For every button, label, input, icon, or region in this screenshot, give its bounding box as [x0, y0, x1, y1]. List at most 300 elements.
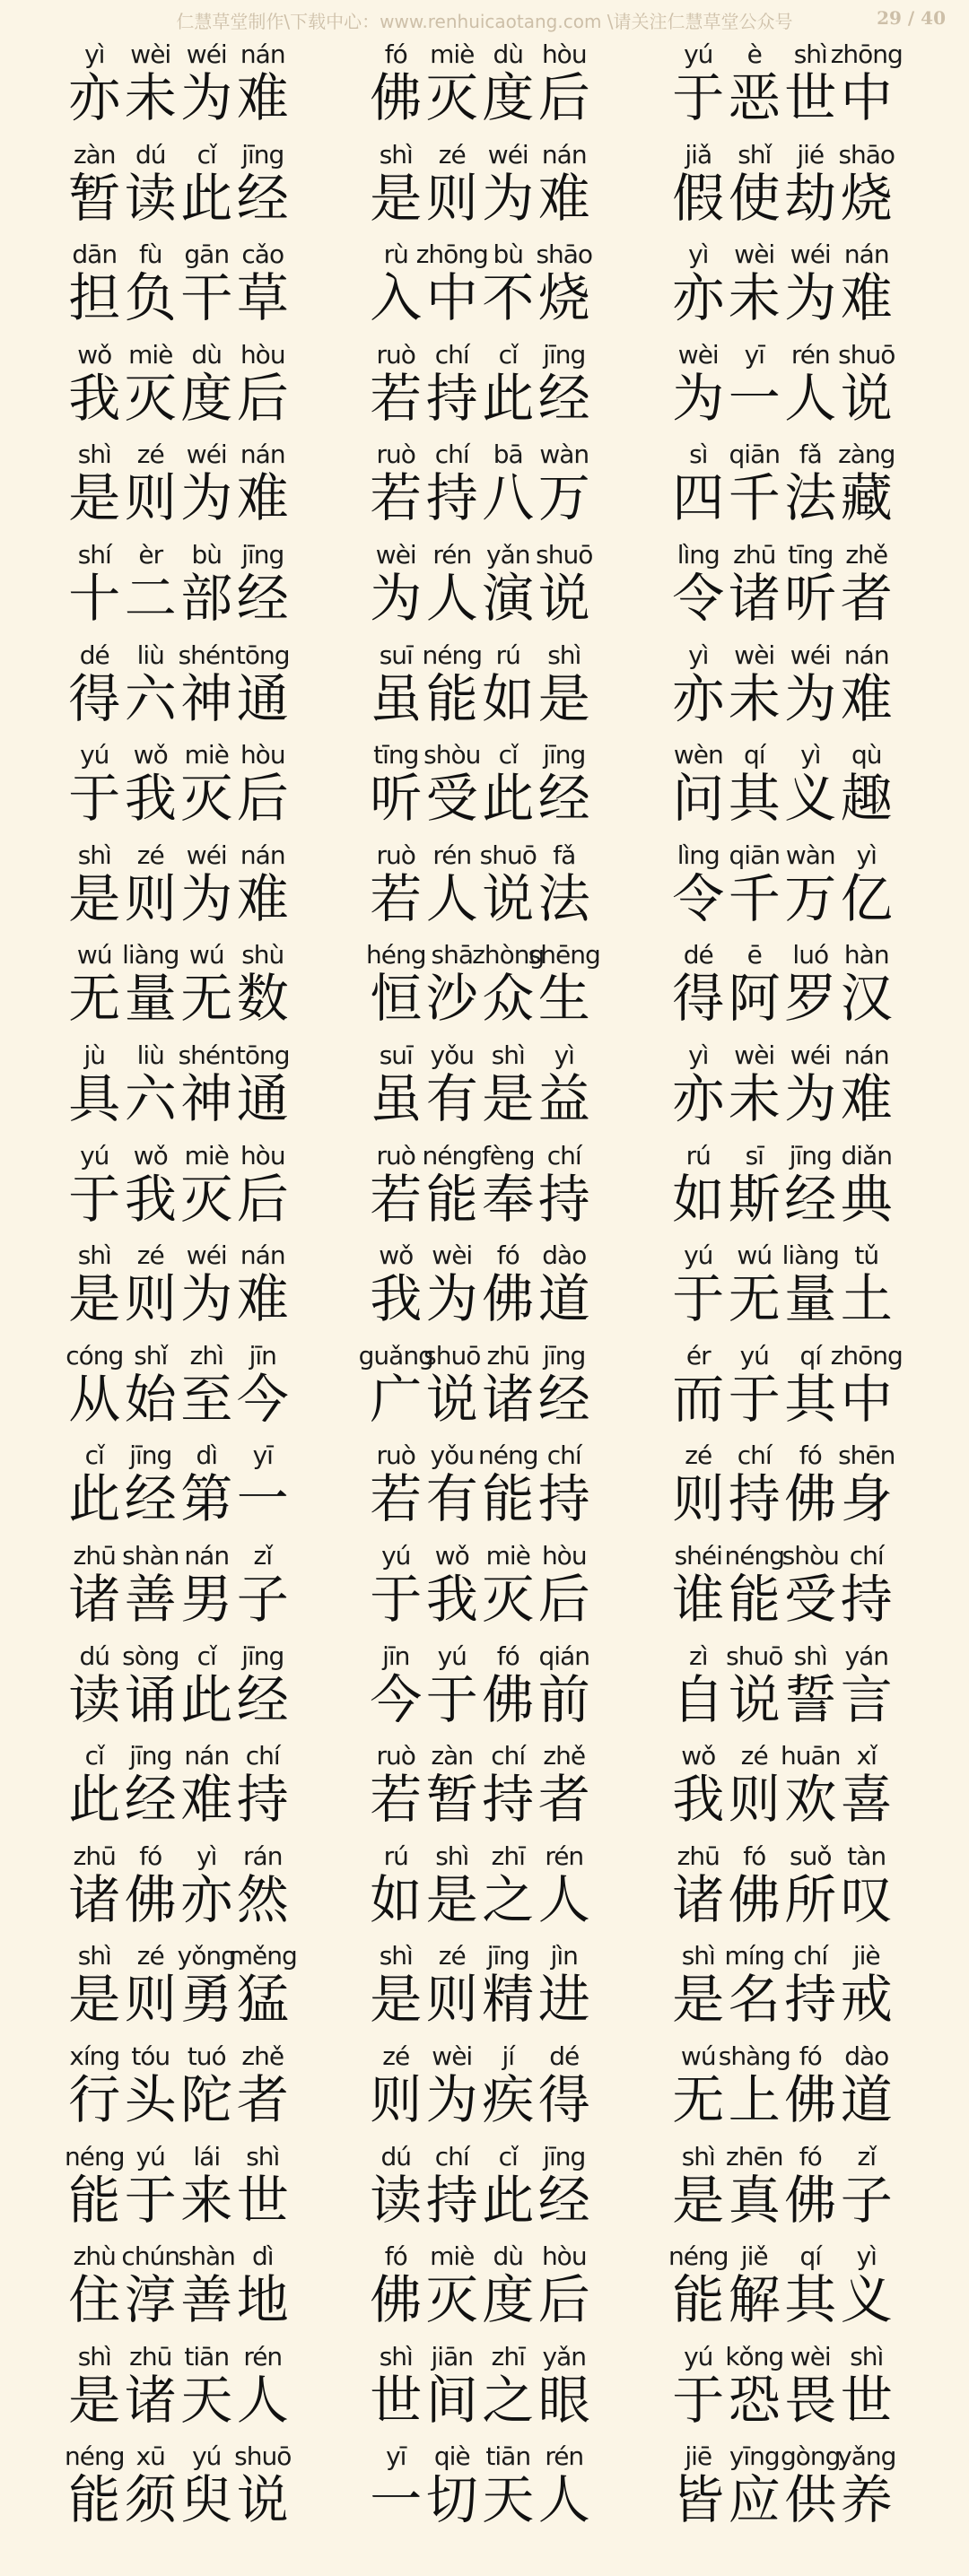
hanzi-character: 猛: [236, 1969, 289, 2031]
pinyin-syllable: jiǎ: [685, 139, 712, 170]
hanzi-character: 是: [370, 1969, 423, 2031]
verse-phrase: [670, 2138, 895, 2239]
pinyin-syllable: néng: [65, 2141, 125, 2171]
verse-phrase: [66, 2438, 291, 2538]
hanzi-character: 是: [68, 1268, 121, 1330]
verse-phrase: [368, 1437, 592, 1537]
pinyin-syllable: wǒ: [681, 1741, 716, 1771]
hanzi-character: 阿: [728, 968, 781, 1030]
hanzi-character: 供: [784, 2469, 837, 2531]
hanzi-character: 入: [370, 267, 423, 329]
hanzi-character: 者: [840, 568, 893, 629]
pinyin-syllable: shì: [77, 439, 111, 470]
hanzi-character: 六: [124, 1068, 177, 1129]
hanzi-character: 切: [425, 2469, 478, 2531]
hanzi-character: 义: [840, 2269, 893, 2331]
verse-row: [0, 436, 969, 536]
hanzi-character: 从: [68, 1368, 121, 1430]
pinyin-syllable: yì: [688, 640, 709, 670]
hanzi-character: 如: [482, 667, 535, 729]
pinyin-syllable: zhì: [189, 1340, 223, 1371]
hanzi-character: 人: [537, 2469, 590, 2531]
hanzi-character: 持: [425, 2169, 478, 2231]
pinyin-syllable: shàn: [178, 2241, 235, 2272]
pinyin-syllable: ē: [746, 940, 762, 970]
hanzi-character: 于: [672, 2369, 725, 2431]
hanzi-character: 世: [840, 2369, 893, 2431]
verse-phrase: [670, 736, 895, 837]
hanzi-character: 经: [537, 768, 590, 830]
pinyin-syllable: huān: [781, 1741, 841, 1771]
verse-phrase: [66, 1537, 291, 1638]
verse-phrase: [670, 1237, 895, 1337]
hanzi-character: 子: [236, 1569, 289, 1630]
pinyin-syllable: nán: [184, 1541, 230, 1571]
hanzi-character: 持: [537, 1168, 590, 1230]
character-cell: [839, 736, 895, 837]
hanzi-character: 受: [784, 1569, 837, 1630]
pinyin-syllable: dào: [542, 1240, 587, 1271]
hanzi-character: 未: [728, 667, 781, 729]
hanzi-character: 佛: [482, 1268, 535, 1330]
hanzi-character: 烧: [840, 167, 893, 229]
pinyin-syllable: fó: [799, 2141, 822, 2171]
pinyin-syllable: shàn: [122, 1541, 179, 1571]
hanzi-character: 诸: [728, 568, 781, 629]
pinyin-syllable: fó: [496, 1240, 519, 1271]
pinyin-syllable: yǒng: [177, 1941, 236, 1971]
pinyin-syllable: zhě: [241, 2041, 284, 2071]
verse-phrase: [670, 1037, 895, 1137]
page-number: 29 / 40: [877, 7, 946, 29]
pinyin-syllable: yī: [744, 339, 764, 370]
verse-phrase: [670, 1337, 903, 1438]
character-cell: [537, 2038, 593, 2138]
hanzi-character: 人: [784, 367, 837, 429]
hanzi-character: 于: [68, 1168, 121, 1230]
pinyin-syllable: shì: [77, 840, 111, 870]
hanzi-character: 亦: [68, 67, 121, 128]
pinyin-syllable: shì: [77, 1240, 111, 1271]
character-cell: [235, 336, 292, 437]
pinyin-syllable: néng: [422, 1140, 482, 1171]
pinyin-syllable: wǒ: [133, 740, 168, 770]
pinyin-syllable: è: [746, 39, 762, 69]
hanzi-character: 须: [124, 2469, 177, 2531]
pinyin-syllable: cǎo: [241, 239, 284, 270]
pinyin-syllable: shì: [681, 2141, 715, 2171]
character-cell: [537, 1037, 593, 1137]
pinyin-syllable: cǐ: [196, 1640, 216, 1671]
verse-phrase: [670, 436, 895, 536]
character-cell: [235, 2238, 292, 2338]
hanzi-character: 则: [370, 2069, 423, 2130]
hanzi-character: 谁: [672, 1569, 725, 1630]
pinyin-syllable: suǒ: [790, 1841, 832, 1871]
hanzi-character: 持: [425, 367, 478, 429]
pinyin-syllable: yǎn: [542, 2341, 586, 2371]
verse-phrase: [66, 236, 291, 336]
verse-phrase: [368, 2338, 592, 2439]
hanzi-character: 住: [68, 2269, 121, 2331]
pinyin-syllable: cǐ: [498, 740, 518, 770]
hanzi-character: 佛: [482, 1668, 535, 1730]
pinyin-syllable: yǎn: [486, 540, 530, 570]
pinyin-syllable: dān: [72, 239, 118, 270]
pinyin-syllable: jí: [502, 2041, 515, 2071]
hanzi-character: 叹: [840, 1868, 893, 1930]
pinyin-syllable: néng: [478, 1440, 538, 1471]
pinyin-syllable: lái: [193, 2141, 221, 2171]
character-cell: [839, 1237, 895, 1337]
pinyin-syllable: néng: [724, 1541, 784, 1571]
pinyin-syllable: zhū: [733, 540, 776, 570]
pinyin-syllable: ruò: [376, 339, 415, 370]
pinyin-syllable: fó: [743, 1841, 766, 1871]
hanzi-character: 数: [236, 968, 289, 1030]
pinyin-syllable: wèi: [432, 2041, 473, 2071]
pinyin-syllable: yì: [800, 740, 821, 770]
hanzi-character: 亦: [672, 1068, 725, 1129]
verse-row: [0, 637, 969, 737]
pinyin-syllable: wéi: [790, 239, 831, 270]
pinyin-syllable: jiān: [431, 2341, 473, 2371]
verse-row: [0, 1437, 969, 1537]
pinyin-syllable: èr: [138, 540, 163, 570]
pinyin-syllable: lìng: [677, 840, 720, 870]
hanzi-character: 难: [180, 1769, 233, 1831]
pinyin-syllable: zǐ: [857, 2141, 876, 2171]
verse-phrase: [66, 1737, 291, 1838]
pinyin-syllable: jīng: [241, 1640, 284, 1671]
character-cell: [839, 1437, 895, 1537]
verse-phrase: [368, 1937, 592, 2038]
hanzi-character: 八: [482, 467, 535, 529]
pinyin-syllable: yī: [386, 2441, 406, 2472]
pinyin-syllable: zhū: [486, 1340, 529, 1371]
hanzi-character: 经: [236, 568, 289, 629]
hanzi-character: 神: [180, 1068, 233, 1129]
hanzi-character: 此: [482, 367, 535, 429]
verse-phrase: [66, 1937, 297, 2038]
hanzi-character: 持: [537, 1468, 590, 1530]
verse-phrase: [66, 136, 291, 237]
hanzi-character: 是: [68, 467, 121, 529]
verse-row: [0, 2038, 969, 2138]
character-cell: [839, 136, 895, 237]
pinyin-syllable: jīn: [249, 1340, 276, 1371]
hanzi-character: 诸: [68, 1569, 121, 1630]
pinyin-syllable: qí: [799, 2241, 822, 2272]
hanzi-character: 假: [672, 167, 725, 229]
pinyin-syllable: yì: [554, 1040, 574, 1070]
pinyin-syllable: zhòng: [472, 940, 545, 970]
character-cell: [839, 2338, 895, 2439]
pinyin-syllable: gòng: [781, 2441, 841, 2472]
hanzi-character: 为: [784, 667, 837, 729]
hanzi-character: 具: [68, 1068, 121, 1129]
hanzi-character: 万: [537, 467, 590, 529]
pinyin-syllable: zhēn: [726, 2141, 783, 2171]
character-cell: [537, 1937, 593, 2038]
hanzi-character: 读: [370, 2169, 423, 2231]
hanzi-character: 得: [672, 968, 725, 1030]
hanzi-character: 负: [124, 267, 177, 329]
pinyin-syllable: nán: [240, 39, 285, 69]
hanzi-character: 草: [236, 267, 289, 329]
pinyin-syllable: shuō: [838, 339, 895, 370]
verse-phrase: [368, 637, 592, 737]
hanzi-character: 诸: [124, 2369, 177, 2431]
character-cell: [537, 236, 593, 336]
hanzi-character: 灭: [124, 367, 177, 429]
character-cell: [839, 837, 895, 937]
pinyin-syllable: chí: [793, 1941, 828, 1971]
hanzi-character: 读: [124, 167, 177, 229]
hanzi-character: 难: [236, 467, 289, 529]
verse-row: [0, 1638, 969, 1738]
pinyin-syllable: wèi: [677, 339, 719, 370]
character-cell: [537, 837, 593, 937]
pinyin-syllable: luó: [792, 940, 829, 970]
pinyin-syllable: miè: [430, 39, 475, 69]
pinyin-syllable: yì: [856, 840, 877, 870]
hanzi-character: 则: [124, 1268, 177, 1330]
hanzi-character: 诸: [672, 1868, 725, 1930]
pinyin-syllable: zhōng: [415, 239, 488, 270]
hanzi-character: 我: [124, 1168, 177, 1230]
hanzi-character: 是: [68, 1969, 121, 2031]
hanzi-character: 持: [840, 1569, 893, 1630]
pinyin-syllable: dé: [549, 2041, 580, 2071]
hanzi-character: 持: [784, 1969, 837, 2031]
hanzi-character: 养: [840, 2469, 893, 2531]
pinyin-syllable: chí: [434, 2141, 469, 2171]
pinyin-syllable: ruò: [376, 1140, 415, 1171]
hanzi-character: 量: [784, 1268, 837, 1330]
pinyin-syllable: yú: [135, 2141, 165, 2171]
pinyin-syllable: zhě: [845, 540, 888, 570]
pinyin-syllable: rú: [495, 640, 520, 670]
pinyin-syllable: chún: [121, 2241, 180, 2272]
hanzi-character: 后: [537, 67, 590, 128]
verse-phrase: [66, 36, 291, 136]
pinyin-syllable: chí: [849, 1541, 884, 1571]
pinyin-syllable: zhū: [73, 1841, 116, 1871]
hanzi-character: 未: [728, 1068, 781, 1129]
verse-phrase: [66, 1137, 291, 1238]
character-cell: [830, 36, 903, 136]
pinyin-syllable: shā: [431, 940, 473, 970]
hanzi-character: 喜: [840, 1769, 893, 1831]
pinyin-syllable: shuō: [726, 1640, 783, 1671]
hanzi-character: 虽: [370, 1068, 423, 1129]
hanzi-character: 通: [236, 667, 289, 729]
character-cell: [228, 1937, 297, 2038]
hanzi-character: 行: [68, 2069, 121, 2130]
hanzi-character: 一: [236, 1468, 289, 1530]
verse-phrase: [368, 2038, 592, 2138]
verse-phrase: [368, 1537, 592, 1638]
hanzi-character: 为: [672, 367, 725, 429]
hanzi-character: 有: [425, 1468, 478, 1530]
pinyin-syllable: chí: [434, 339, 469, 370]
character-cell: [839, 536, 895, 637]
pinyin-syllable: cóng: [65, 1340, 124, 1371]
hanzi-character: 广: [370, 1368, 423, 1430]
pinyin-syllable: yán: [844, 1640, 888, 1671]
pinyin-syllable: zhě: [543, 1741, 586, 1771]
verse-row: [0, 136, 969, 237]
pinyin-syllable: shāo: [838, 139, 895, 170]
hanzi-character: 虽: [370, 667, 423, 729]
pinyin-syllable: zhōng: [830, 1340, 903, 1371]
character-cell: [235, 2338, 292, 2439]
verse-phrase: [670, 1537, 895, 1638]
hanzi-character: 量: [124, 968, 177, 1030]
hanzi-character: 亦: [672, 667, 725, 729]
hanzi-character: 佛: [784, 2069, 837, 2130]
verse-phrase: [368, 1737, 592, 1838]
pinyin-syllable: zì: [689, 1640, 708, 1671]
pinyin-syllable: yì: [688, 1040, 709, 1070]
pinyin-syllable: bù: [493, 239, 524, 270]
pinyin-syllable: zé: [136, 1941, 164, 1971]
verse-phrase: [670, 1137, 895, 1238]
hanzi-character: 为: [425, 2069, 478, 2130]
verse-row: [0, 1237, 969, 1337]
pinyin-syllable: fó: [139, 1841, 162, 1871]
pinyin-syllable: miè: [128, 339, 173, 370]
hanzi-character: 而: [672, 1368, 725, 1430]
hanzi-character: 于: [68, 768, 121, 830]
verse-phrase: [670, 336, 895, 437]
character-cell: [537, 1337, 593, 1438]
hanzi-character: 难: [537, 167, 590, 229]
verse-phrase: [670, 536, 895, 637]
hanzi-character: 所: [784, 1868, 837, 1930]
hanzi-character: 誓: [784, 1668, 837, 1730]
hanzi-character: 烧: [537, 267, 590, 329]
character-cell: [537, 536, 593, 637]
pinyin-syllable: dì: [196, 1440, 218, 1471]
pinyin-syllable: shāo: [536, 239, 593, 270]
pinyin-syllable: nán: [240, 1240, 285, 1271]
pinyin-syllable: yú: [684, 1240, 713, 1271]
pinyin-syllable: wǒ: [133, 1140, 168, 1171]
hanzi-character: 则: [728, 1769, 781, 1831]
hanzi-character: 能: [425, 1168, 478, 1230]
hanzi-character: 戒: [840, 1969, 893, 2031]
pinyin-syllable: yī: [252, 1440, 273, 1471]
character-cell: [537, 336, 593, 437]
pinyin-syllable: zhù: [73, 2241, 116, 2272]
pinyin-syllable: hòu: [541, 2241, 587, 2272]
hanzi-character: 世: [370, 2369, 423, 2431]
hanzi-character: 四: [672, 467, 725, 529]
pinyin-syllable: hòu: [541, 1541, 587, 1571]
character-cell: [537, 1638, 593, 1738]
pinyin-syllable: jiè: [852, 1941, 880, 1971]
pinyin-syllable: zé: [438, 139, 466, 170]
hanzi-character: 是: [672, 1969, 725, 2031]
hanzi-character: 为: [180, 67, 233, 128]
hanzi-character: 无: [180, 968, 233, 1030]
character-cell: [537, 637, 593, 737]
hanzi-character: 始: [124, 1368, 177, 1430]
hanzi-character: 臾: [180, 2469, 233, 2531]
hanzi-character: 亦: [672, 267, 725, 329]
verse-row: [0, 36, 969, 136]
pinyin-syllable: liàng: [781, 1240, 839, 1271]
hanzi-character: 若: [370, 467, 423, 529]
hanzi-character: 劫: [784, 167, 837, 229]
hanzi-character: 是: [68, 2369, 121, 2431]
pinyin-syllable: jù: [83, 1040, 106, 1070]
pinyin-syllable: kǒng: [725, 2341, 784, 2371]
pinyin-syllable: yú: [80, 740, 109, 770]
hanzi-character: 天: [180, 2369, 233, 2431]
hanzi-character: 此: [482, 768, 535, 830]
hanzi-character: 眼: [537, 2369, 590, 2431]
pinyin-syllable: yīng: [729, 2441, 780, 2472]
verse-phrase: [670, 2338, 895, 2439]
hanzi-character: 十: [68, 568, 121, 629]
pinyin-syllable: fǎ: [553, 840, 576, 870]
pinyin-syllable: diǎn: [841, 1140, 892, 1171]
pinyin-syllable: jīng: [543, 339, 586, 370]
pinyin-syllable: suī: [379, 640, 413, 670]
hanzi-character: 度: [180, 367, 233, 429]
hanzi-character: 持: [482, 1769, 535, 1831]
pinyin-syllable: yǒu: [430, 1040, 474, 1070]
hanzi-character: 令: [672, 568, 725, 629]
hanzi-character: 如: [370, 1868, 423, 1930]
pinyin-syllable: qiān: [729, 840, 780, 870]
pinyin-syllable: shén: [178, 640, 235, 670]
pinyin-syllable: míng: [724, 1941, 785, 1971]
hanzi-character: 为: [784, 267, 837, 329]
pinyin-syllable: shǐ: [738, 139, 772, 170]
hanzi-character: 后: [236, 1168, 289, 1230]
hanzi-character: 万: [784, 867, 837, 929]
pinyin-syllable: tàn: [847, 1841, 886, 1871]
pinyin-syllable: jìn: [550, 1941, 578, 1971]
verse-phrase: [670, 2238, 895, 2338]
hanzi-character: 不: [482, 267, 535, 329]
verse-phrase: [368, 536, 592, 637]
hanzi-character: 灭: [180, 768, 233, 830]
pinyin-syllable: shén: [178, 1040, 235, 1070]
verse-phrase: [368, 336, 592, 437]
verse-phrase: [670, 2438, 895, 2538]
hanzi-character: 解: [728, 2269, 781, 2331]
hanzi-character: 义: [784, 768, 837, 830]
hanzi-character: 演: [482, 568, 535, 629]
pinyin-syllable: tīng: [373, 740, 419, 770]
pinyin-syllable: jīng: [129, 1741, 172, 1771]
hanzi-character: 得: [537, 2069, 590, 2130]
verse-phrase: [66, 1237, 291, 1337]
hanzi-character: 神: [180, 667, 233, 729]
hanzi-character: 未: [728, 267, 781, 329]
pinyin-syllable: yì: [688, 239, 709, 270]
pinyin-syllable: wéi: [790, 640, 831, 670]
character-cell: [235, 2438, 292, 2538]
character-cell: [528, 936, 600, 1037]
pinyin-syllable: jié: [797, 139, 825, 170]
pinyin-syllable: tiān: [485, 2441, 531, 2472]
